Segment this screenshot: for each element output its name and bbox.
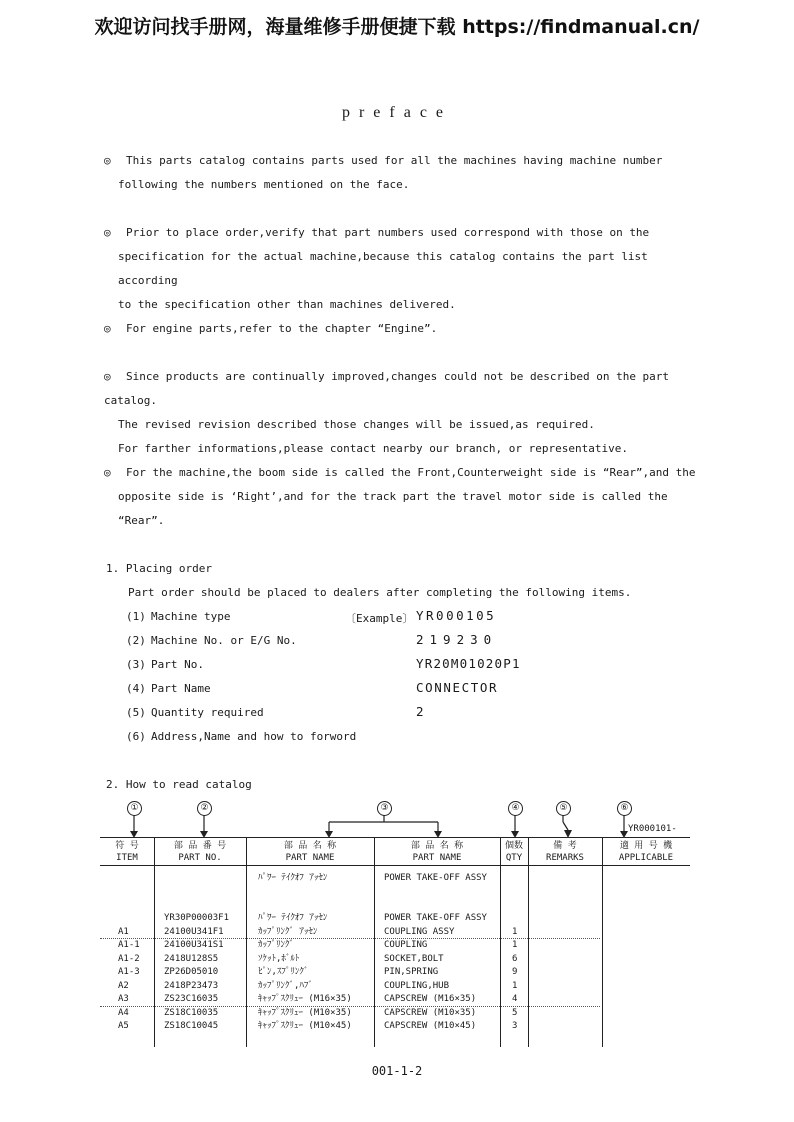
- order-item-label: Machine type: [151, 610, 231, 623]
- part-no-column: [164, 912, 229, 1034]
- table-row-name-en: CAPSCREW (M16×35): [384, 994, 477, 1004]
- table-row-item: A1-2: [118, 953, 140, 964]
- order-item-label: Address,Name and how to forword: [151, 730, 357, 743]
- page-title: preface: [341, 104, 453, 121]
- marker-1: ①: [127, 801, 142, 816]
- table-row-item: A4: [118, 1007, 129, 1018]
- note-line: For farther informations,please contact nearby our branch, or representative.: [118, 442, 628, 455]
- col-divider: [374, 837, 375, 1047]
- table-row-part-no: ZP26D05010: [164, 967, 219, 977]
- table-row-item: A1: [118, 926, 129, 937]
- table-row-part-no: ZS18C10035: [164, 1007, 219, 1018]
- double-circle-icon: ◎: [104, 370, 111, 383]
- table-row-qty: 4: [512, 994, 518, 1004]
- table-row-qty: [512, 912, 517, 926]
- order-item-num: (5): [126, 706, 146, 719]
- table-row-qty: 5: [512, 1007, 518, 1018]
- note-line: Since products are continually improved,changes could not be described on the part catalog.: [104, 370, 670, 407]
- table-row-part-no: YR30P00003F1: [164, 913, 230, 923]
- table-row-part-no: 24100U341S1: [164, 940, 224, 950]
- assy-name-jp: ﾊﾟﾜｰ ﾃｲｸｵﾌ ｱｯｾﾝ: [258, 873, 328, 883]
- order-item-label: Part Name: [151, 682, 211, 695]
- table-row-part-no: 2418U128S5: [164, 953, 219, 964]
- table-row-part-no: ZS18C10045: [164, 1021, 219, 1031]
- table-row-item: A1-3: [118, 967, 140, 977]
- page-number: 001-1-2: [371, 1064, 423, 1078]
- table-row-name-jp: ﾊﾟﾜｰ ﾃｲｸｵﾌ ｱｯｾﾝ: [258, 913, 328, 923]
- table-row-name-jp: ｶｯﾌﾟﾘﾝｸﾞ ｱｯｾﾝ: [258, 926, 318, 937]
- table-row-name-jp: ｶｯﾌﾟﾘﾝｸﾞ,ﾊﾌﾞ: [258, 980, 313, 991]
- order-item-num: (3): [126, 658, 146, 671]
- table-row-name-en: CAPSCREW (M10×45): [384, 1021, 477, 1031]
- double-circle-icon: ◎: [104, 154, 111, 167]
- table-row-qty: 1: [512, 926, 518, 937]
- section-placing-order-heading: 1. Placing order: [106, 562, 212, 575]
- order-item-num: (1): [126, 610, 146, 623]
- note-line: For engine parts,refer to the chapter “Engine”.: [126, 322, 438, 335]
- double-circle-icon: ◎: [104, 466, 111, 479]
- table-row-part-no: 24100U341F1: [164, 926, 224, 937]
- order-item-num: (2): [126, 634, 146, 647]
- table-row-item: A3: [118, 994, 129, 1004]
- note-line: opposite side is ‘Right’,and for the track part the travel motor side is called the “Rear”.: [118, 490, 668, 527]
- row-separator: [100, 938, 600, 939]
- marker-6: ⑥: [617, 801, 632, 816]
- table-row-item: A5: [118, 1021, 129, 1031]
- table-row-qty: 1: [512, 980, 518, 991]
- note-line: to the specification other than machines delivered.: [118, 298, 456, 311]
- order-item-value: 2: [416, 704, 427, 719]
- table-row-name-jp: ｿｹｯﾄ,ﾎﾞﾙﾄ: [258, 953, 300, 964]
- example-label: 〔Example〕: [345, 612, 414, 625]
- order-item-label: Part No.: [151, 658, 204, 671]
- header-remarks: 備 考 REMARKS: [546, 841, 584, 863]
- table-row-name-en: COUPLING,HUB: [384, 980, 450, 991]
- order-item-value: YR000105: [416, 608, 497, 623]
- note-line: specification for the actual machine,because this catalog contains the part list according: [118, 250, 648, 287]
- marker-4: ④: [508, 801, 523, 816]
- table-row-name-en: CAPSCREW (M10×35): [384, 1007, 477, 1018]
- col-divider: [500, 837, 501, 1047]
- note-line: following the numbers mentioned on the face.: [118, 178, 410, 191]
- banner-link[interactable]: https://findmanual.cn/: [462, 16, 700, 38]
- qty-column: [512, 912, 517, 1034]
- table-row-name-jp: ｷｬｯﾌﾟｽｸﾘｭｰ (M10×45): [258, 1021, 352, 1031]
- note-line: For the machine,the boom side is called the Front,Counterweight side is “Rear”,and the: [126, 466, 696, 479]
- double-circle-icon: ◎: [104, 226, 111, 239]
- table-row-item: A1-1: [118, 940, 140, 950]
- row-separator: [100, 1006, 600, 1007]
- header-qty: 個数 QTY: [504, 841, 523, 863]
- col-divider: [528, 837, 529, 1047]
- col-divider: [602, 837, 603, 1047]
- table-row-name-jp: ｷｬｯﾌﾟｽｸﾘｭｰ (M10×35): [258, 1007, 352, 1018]
- table-row-name-jp: ｶｯﾌﾟﾘﾝｸﾞ: [258, 940, 295, 950]
- double-circle-icon: ◎: [104, 322, 111, 335]
- col-divider: [246, 837, 247, 1047]
- table-row-part-no: 2418P23473: [164, 980, 219, 991]
- table-row-name-jp: ｷｬｯﾌﾟｽｸﾘｭｰ (M16×35): [258, 994, 352, 1004]
- marker-5: ⑤: [556, 801, 571, 816]
- table-row-name-en: COUPLING ASSY: [384, 926, 455, 937]
- note-line: This parts catalog contains parts used for all the machines having machine number: [126, 154, 663, 167]
- table-row-qty: 3: [512, 1021, 518, 1031]
- table-row-part-no: ZS23C16035: [164, 994, 219, 1004]
- note-line: The revised revision described those changes will be issued,as required.: [118, 418, 595, 431]
- marker-3: ③: [377, 801, 392, 816]
- note-line: Prior to place order,verify that part numbers used correspond with those on the: [126, 226, 650, 239]
- name-jp-column: [258, 912, 352, 1034]
- header-part-no: 部 品 番 号 PART NO.: [173, 841, 227, 863]
- order-item-value: YR20M01020P1: [416, 656, 521, 671]
- marker-2: ②: [197, 801, 212, 816]
- order-item-value: CONNECTOR: [416, 680, 499, 695]
- section-placing-order-intro: Part order should be placed to dealers after completing the following items.: [128, 586, 632, 599]
- order-item-num: (4): [126, 682, 146, 695]
- header-part-name-en: 部 品 名 称 PART NAME: [410, 841, 464, 863]
- item-column: [118, 912, 140, 1034]
- table-row-qty: 9: [512, 967, 518, 977]
- order-item-label: Quantity required: [151, 706, 264, 719]
- header-item: 符 号 ITEM: [115, 841, 139, 863]
- table-row-name-en: PIN,SPRING: [384, 967, 439, 977]
- table-row-item: [118, 912, 140, 926]
- table-row-name-en: POWER TAKE-OFF ASSY: [384, 913, 487, 923]
- order-item-value: 219230: [416, 632, 498, 647]
- section-read-catalog-heading: 2. How to read catalog: [106, 778, 252, 791]
- table-row-name-en: SOCKET,BOLT: [384, 953, 444, 964]
- table-row-qty: 1: [512, 940, 518, 950]
- header-applicable: 適 用 号 機 APPLICABLE: [618, 841, 674, 863]
- order-item-num: (6): [126, 730, 146, 743]
- table-row-item: A2: [118, 980, 129, 991]
- table-row-name-en: COUPLING: [384, 940, 428, 950]
- order-item-label: Machine No. or E/G No.: [151, 634, 297, 647]
- header-part-name-jp: 部 品 名 称 PART NAME: [283, 841, 337, 863]
- table-row-name-jp: ﾋﾟﾝ,ｽﾌﾟﾘﾝｸﾞ: [258, 967, 309, 977]
- applicable-code: YR000101-: [628, 824, 677, 834]
- name-en-column: [384, 912, 487, 1034]
- table-row-qty: 6: [512, 953, 518, 964]
- assy-name-en: POWER TAKE-OFF ASSY: [384, 873, 487, 883]
- col-divider: [154, 837, 155, 1047]
- banner-text: 欢迎访问找手册网，海量维修手册便捷下载: [94, 16, 456, 38]
